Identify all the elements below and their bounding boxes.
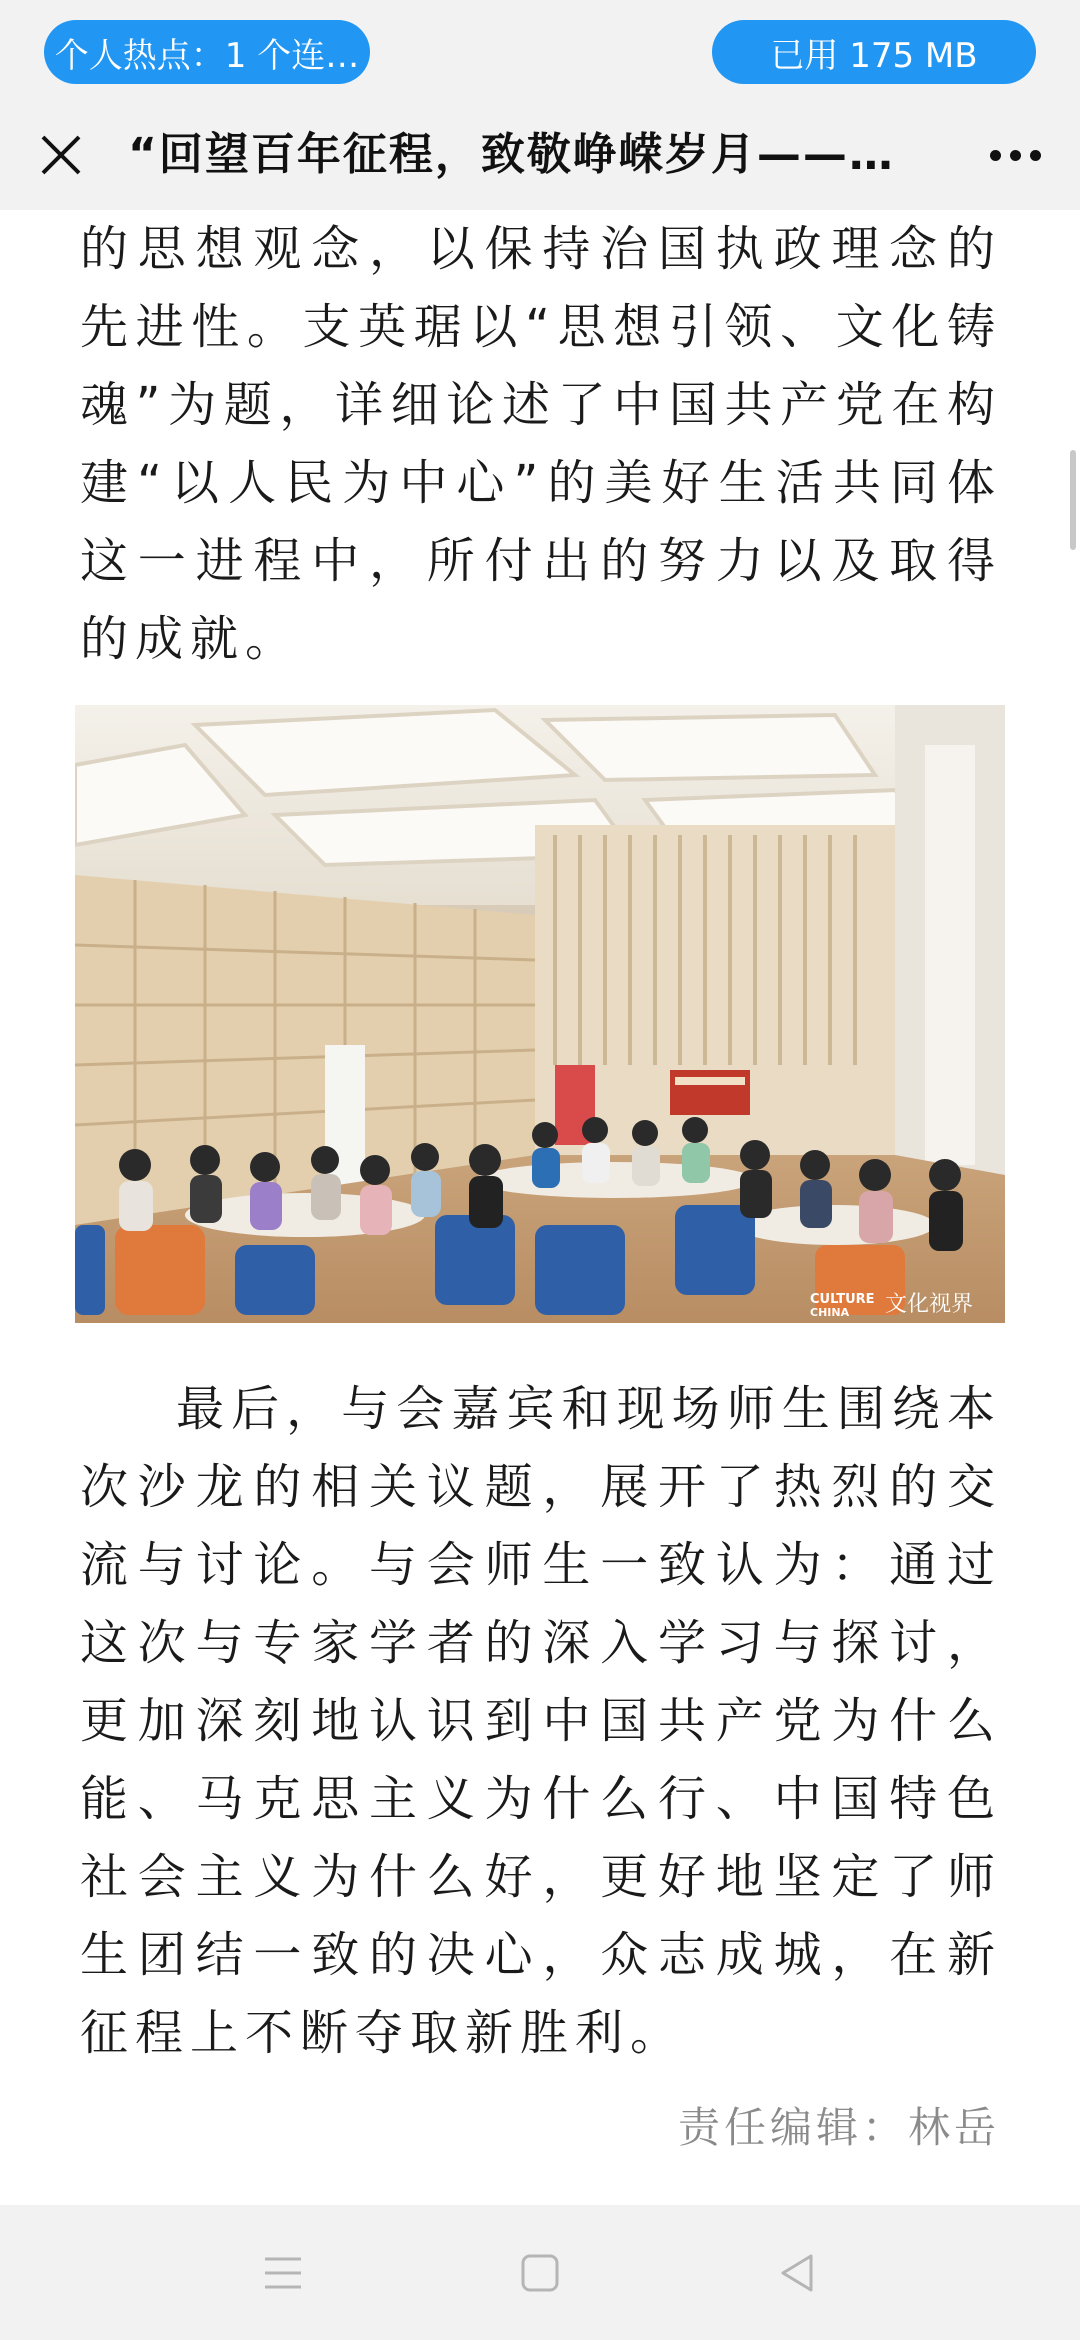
editor-credit: 责任编辑：林岳	[677, 2103, 1000, 2152]
more-options-button[interactable]	[970, 122, 1060, 188]
page-title: “回望百年征程，致敬峥嵘岁月——…	[128, 129, 895, 180]
status-strip	[0, 0, 1080, 100]
more-dots-icon	[990, 150, 1001, 161]
data-usage-pill[interactable]	[712, 20, 1036, 84]
article-paragraph-top: 的思想观念，以保持治国执政理念的先进性。支英琚以“思想引领、文化铸魂”为题，详细论述了中国共产党在构建“以人民为中心”的美好生活共同体这一进程中，所付出的努力以及取得的成就。	[80, 221, 1002, 667]
more-dot	[1010, 150, 1021, 161]
system-nav-bar	[0, 2205, 1080, 2340]
app-bar	[0, 100, 1080, 210]
article-body[interactable]	[0, 210, 1080, 2205]
watermark-brand: 文化视界	[885, 1292, 974, 1317]
menu-icon	[261, 2253, 305, 2293]
article-photo[interactable]	[75, 705, 1005, 1323]
back-button[interactable]	[742, 2233, 852, 2313]
close-icon	[39, 133, 83, 177]
home-square-icon	[518, 2251, 562, 2295]
scrollbar-thumb[interactable]	[1070, 450, 1076, 550]
recent-apps-button[interactable]	[228, 2233, 338, 2313]
more-dot	[1030, 150, 1041, 161]
data-usage-label: 已用 175 MB	[770, 35, 978, 76]
article-paragraph-bottom: 最后，与会嘉宾和现场师生围绕本次沙龙的相关议题，展开了热烈的交流与讨论。与会师生一致认为：通过这次与专家学者的深入学习与探讨，更加深刻地认识到中国共产党为什么能、马克思主义为什么行、中国特色社会主义为什么好，更好地坚定了师生团结一致的决心，众志成城，在新征程上不断夺取新胜利。	[80, 1381, 1002, 2061]
watermark-culture: CULTURE	[810, 1292, 875, 1307]
meeting-photo-illustration	[75, 705, 1005, 1323]
hotspot-pill[interactable]	[44, 20, 370, 84]
back-triangle-icon	[775, 2251, 819, 2295]
home-button[interactable]	[485, 2233, 595, 2313]
hotspot-label: 个人热点：1 个连…	[54, 35, 360, 76]
watermark-china: CHINA	[810, 1306, 850, 1319]
close-button[interactable]	[28, 122, 94, 188]
